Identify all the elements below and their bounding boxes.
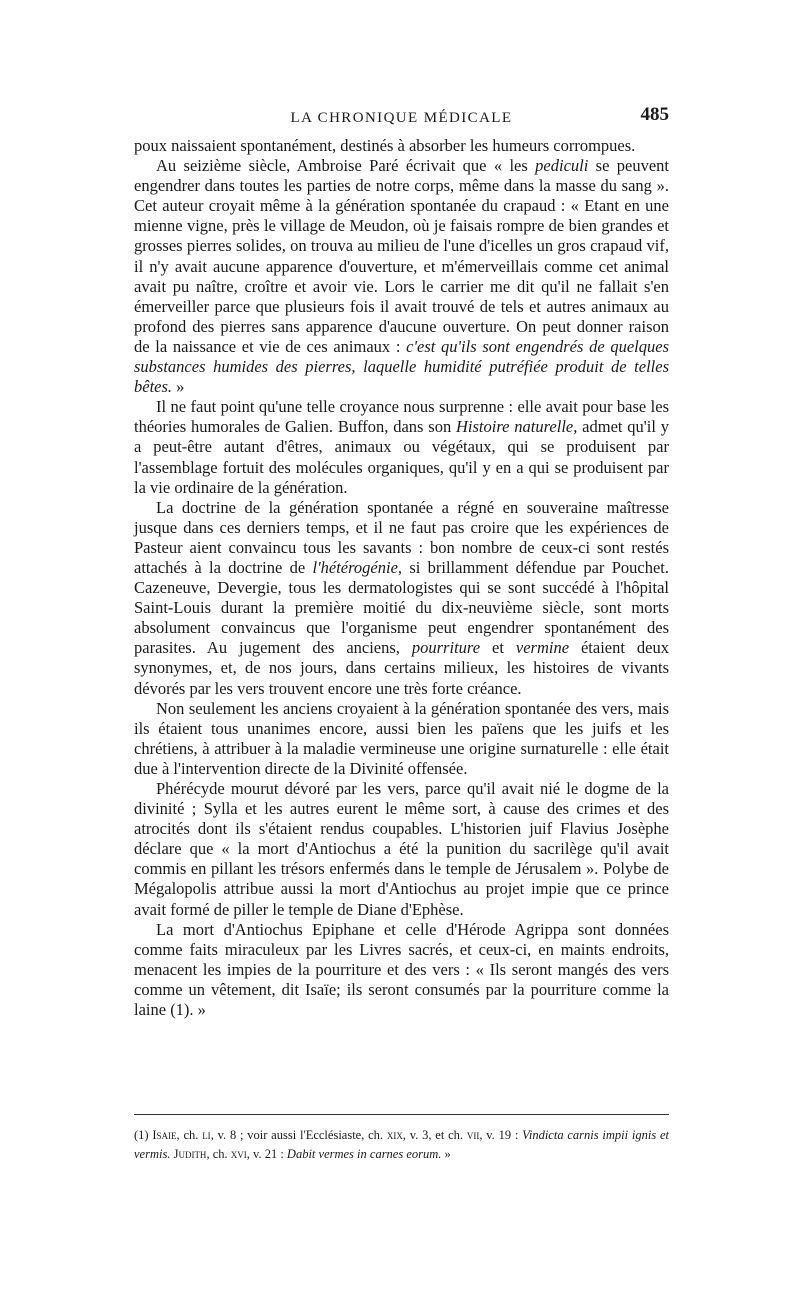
page-number: 485 <box>640 104 669 125</box>
footnote-author: Judith <box>173 1147 207 1161</box>
footnote-text: , v. 19 : <box>479 1128 523 1142</box>
footnote-divider <box>134 1114 669 1115</box>
paragraph-6: Phérécyde mourut dévoré par les vers, parce qu'il avait nié le dogme de la divinité ; Sylla et les autres eurent le même sort, à cause des crimes et des atrocités dont ils s'étaient rendus coupables. L'historien juif Flavius Josèphe déclare que « la mort d'Antiochus a été la punition du sacrilège qu'il avait commis en pillant les trésors enfermés dans le temple de Jérusalem ». Polybe de Mégalopolis attribue aussi la mort d'Antiochus au projet impie que ce prince avait formé de piller le temple de Diane d'Ephèse. <box>134 779 669 919</box>
footnote-chapter: li <box>202 1128 211 1142</box>
paragraph-4-text: et <box>480 638 516 658</box>
paragraph-7: La mort d'Antiochus Epiphane et celle d'Hérode Agrippa sont données comme faits miraculeux par les Livres sacrés, et ceux-ci, en maints endroits, menacent les impies de la pourriture et des vers : « Ils seront mangés des vers comme un vêtement, dit Isaïe; ils seront consumés par la pourriture comme la laine (1). » <box>134 919 669 1020</box>
footnote-text: , v. 21 : <box>246 1147 287 1161</box>
running-title: LA CHRONIQUE MÉDICALE <box>290 110 513 126</box>
paragraph-4-text: si brillamment défendue par Pouchet. Cazeneuve, Devergie, tous les dermatologistes qui se sont succédé à l'hôpital Saint-Louis durant la première moitié du dix-neuvième siècle, sont morts absolument convaincus que l'organisme peut engendrer spontanément des parasites. Au jugement des anciens, <box>134 557 670 658</box>
paragraph-2-italic: c'est qu'ils sont engendrés de quelques substances humides des pierres, laquelle humidité putréfiée produit de telles bêtes. <box>134 336 669 397</box>
page-header <box>134 104 669 130</box>
paragraph-3-text: Il ne faut point qu'une telle croyance nous surprenne : elle avait pour base les théories humorales de Galien. Buffon, dans son <box>134 397 669 437</box>
footnote-text: , ch. <box>176 1128 203 1142</box>
paragraph-4-text: La doctrine de la génération spontanée a régné en souveraine maîtresse jusque dans ces derniers temps, et il ne faut pas croire que les expériences de Pasteur aient convaincu tous les savants : bon nombre de ceux-ci sont restés attachés à la doctrine de <box>134 497 669 577</box>
footnote-text: , v. 3, et ch. <box>402 1128 467 1142</box>
footnote <box>134 1126 669 1164</box>
footnote-text: , v. 8 ; voir aussi l'Ecclésiaste, ch. <box>210 1128 387 1142</box>
paragraph-5: Non seulement les anciens croyaient à la génération spontanée des vers, mais ils étaient tous unanimes encore, aussi bien les païens que les juifs et les chrétiens, à attribuer à la maladie vermineuse une origine surnaturelle : elle était due à l'intervention directe de la Divinité offensée. <box>134 698 669 778</box>
footnote-chapter: vii <box>466 1128 480 1142</box>
footnote-marker: (1) <box>134 1128 153 1142</box>
body-text <box>134 136 669 1020</box>
footnote-author: Isaie <box>152 1128 177 1142</box>
footnote-text: , ch. <box>206 1147 231 1161</box>
paragraph-2-text: » <box>172 377 185 397</box>
paragraph-3-text: admet qu'il y a peut-être autant d'êtres, animaux ou végétaux, qui se produisent par l'assemblage fortuit des molécules organiques, qu'il y en a qui se produisent par la vie ordinaire de la génération. <box>134 417 669 497</box>
footnote-chapter: xvi <box>230 1147 247 1161</box>
paragraph-4-italic: l'hétérogénie, <box>312 557 403 577</box>
paragraph-2-text: Au seizième siècle, Ambroise Paré écrivait que « les <box>156 156 536 176</box>
footnote-quote: Vindicta carnis impii ignis et vermis. <box>134 1128 670 1161</box>
footnote-chapter: xix <box>386 1128 403 1142</box>
paragraph-1: poux naissaient spontanément, destinés à absorber les humeurs corrompues. <box>134 136 636 155</box>
paragraph-3-italic: Histoire naturelle, <box>456 417 578 437</box>
paragraph-3 <box>134 397 669 497</box>
paragraph-4-italic: vermine <box>515 638 570 658</box>
paragraph-4 <box>134 498 669 699</box>
footnote-text: » <box>441 1147 451 1161</box>
paragraph-2-text: se peuvent engendrer dans toutes les parties de notre corps, même dans la masse du sang ». Cet auteur croyait même à la génération spontanée du crapaud : « Etant en une mienne vigne, près le village de Meudon, où je faisais rompre de bien grandes et grosses pierres solides, on trouva au milieu de l'une d'icelles un gros crapaud vif, il n'y avait aucune apparence d'ouverture, et m'émerveillais comme cet animal avait pu naître, croître et avoir vie. Lors le carrier me dit qu'il ne fallait s'en émerveiller parce que plusieurs fois il avait trouvé de tels et autres animaux au profond des pierres sans apparence d'aucune ouverture. On peut donner raison de la naissance et vie de ces animaux : <box>134 156 670 356</box>
paragraph-4-italic: pourriture <box>411 638 481 658</box>
paragraph-4-text: étaient deux synonymes, et, de nos jours, dans certains milieux, les histoires de vivants dévorés par les vers trouvent encore une très forte créance. <box>134 638 669 698</box>
paragraph-2 <box>134 156 669 397</box>
footnote-quote: Dabit vermes in carnes eorum. <box>286 1147 442 1161</box>
paragraph-2-italic: pediculi <box>535 156 589 176</box>
